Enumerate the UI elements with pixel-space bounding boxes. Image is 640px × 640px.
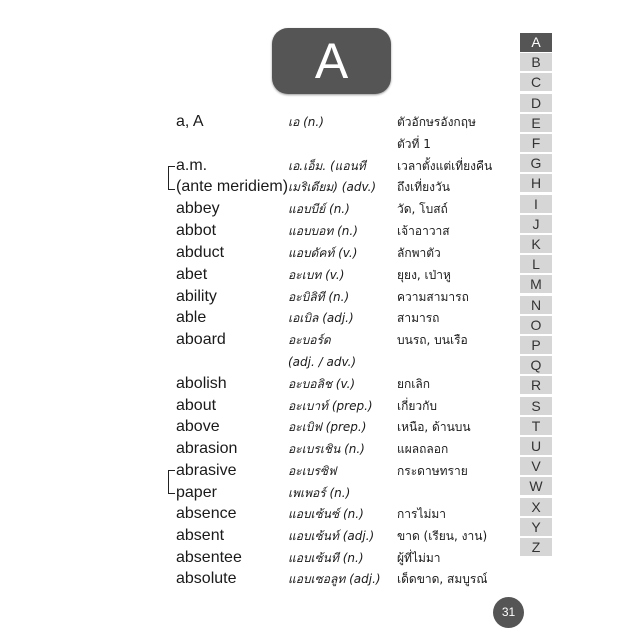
tab-letter-e[interactable]: E xyxy=(520,114,552,133)
entry-pronunciation: แอบเซ้นท์ (adj.) xyxy=(288,529,375,543)
entry-pronunciation: แอบบอท (n.) xyxy=(288,224,358,238)
tab-letter-p[interactable]: P xyxy=(520,336,552,355)
entry-word: absent xyxy=(176,527,225,544)
entry-meaning: เวลาตั้งแต่เที่ยงคืน xyxy=(397,159,493,173)
tab-letter-x[interactable]: X xyxy=(520,498,552,517)
entry-meaning: ผู้ที่ไม่มา xyxy=(397,551,441,565)
entry-word: abrasion xyxy=(176,440,238,457)
entry-row xyxy=(0,547,520,569)
entry-row xyxy=(0,220,520,242)
tab-letter-l[interactable]: L xyxy=(520,255,552,274)
entry-meaning: ตัวอักษรอังกฤษ xyxy=(397,115,476,129)
tab-letter-u[interactable]: U xyxy=(520,437,552,456)
entry-word: above xyxy=(176,418,220,435)
entry-row xyxy=(0,460,520,482)
entry-word: abbey xyxy=(176,200,220,217)
tab-letter-m[interactable]: M xyxy=(520,275,552,294)
entry-pronunciation: แอบดัคท์ (v.) xyxy=(288,246,358,260)
tab-letter-r[interactable]: R xyxy=(520,376,552,395)
entry-row xyxy=(0,438,520,460)
page-number: 31 xyxy=(493,597,524,628)
entry-meaning: แผลถลอก xyxy=(397,442,449,456)
tab-letter-a[interactable]: A xyxy=(520,33,552,52)
entry-pronunciation: อะเบรซิฟ xyxy=(288,464,337,478)
entry-word: paper xyxy=(176,484,217,501)
entry-row xyxy=(0,503,520,525)
entry-meaning: ยกเลิก xyxy=(397,377,431,391)
entry-pronunciation: อะเบิฟ (prep.) xyxy=(288,420,367,434)
entry-row xyxy=(0,242,520,264)
entry-group-bracket xyxy=(168,470,175,494)
entry-pronunciation: เอ.เอ็ม. (แอนที xyxy=(288,159,366,173)
entry-group-bracket xyxy=(168,166,175,190)
entry-row xyxy=(0,286,520,308)
entry-row xyxy=(0,307,520,329)
entry-word: absolute xyxy=(176,570,237,587)
entry-pronunciation: เพเพอร์ (n.) xyxy=(288,486,351,500)
entry-row xyxy=(0,133,520,155)
entry-row xyxy=(0,111,520,133)
entry-pronunciation: อะบิลิที (n.) xyxy=(288,290,350,304)
entry-pronunciation: แอบเซ้นที (n.) xyxy=(288,551,364,565)
entry-meaning: วัด, โบสถ์ xyxy=(397,202,448,216)
entry-word: abrasive xyxy=(176,462,237,479)
entry-word: able xyxy=(176,309,207,326)
entry-word: abduct xyxy=(176,244,225,261)
alphabet-index-tabs xyxy=(520,33,552,559)
tab-letter-s[interactable]: S xyxy=(520,397,552,416)
entry-word: a, A xyxy=(176,113,204,130)
entry-pronunciation: เอ (n.) xyxy=(288,115,324,129)
entry-meaning: เด็ดขาด, สมบูรณ์ xyxy=(397,572,488,586)
tab-letter-n[interactable]: N xyxy=(520,296,552,315)
tab-letter-z[interactable]: Z xyxy=(520,538,552,557)
entry-pronunciation: แอบเซ้นซ์ (n.) xyxy=(288,507,364,521)
entry-row xyxy=(0,351,520,373)
entry-row xyxy=(0,176,520,198)
tab-letter-t[interactable]: T xyxy=(520,417,552,436)
tab-letter-d[interactable]: D xyxy=(520,94,552,113)
entry-meaning: ถึงเที่ยงวัน xyxy=(397,180,450,194)
entry-meaning: ลักพาตัว xyxy=(397,246,441,260)
section-letter: A xyxy=(314,33,349,89)
tab-letter-h[interactable]: H xyxy=(520,174,552,193)
entry-pronunciation: เอเบิล (adj.) xyxy=(288,311,354,325)
tab-letter-v[interactable]: V xyxy=(520,457,552,476)
tab-letter-i[interactable]: I xyxy=(520,195,552,214)
entry-meaning: เกี่ยวกับ xyxy=(397,399,438,413)
tab-letter-j[interactable]: J xyxy=(520,215,552,234)
entry-meaning: กระดาษทราย xyxy=(397,464,468,478)
entry-pronunciation: อะเบท (v.) xyxy=(288,268,345,282)
entry-meaning: เหนือ, ด้านบน xyxy=(397,420,471,434)
entry-row xyxy=(0,373,520,395)
entry-word: aboard xyxy=(176,331,226,348)
entry-meaning: บนรถ, บนเรือ xyxy=(397,333,468,347)
entry-row xyxy=(0,198,520,220)
entry-pronunciation: เมริเดียม) (adv.) xyxy=(288,180,377,194)
tab-letter-w[interactable]: W xyxy=(520,477,552,496)
entry-meaning: การไม่มา xyxy=(397,507,447,521)
entry-pronunciation: อะเบรเชิน (n.) xyxy=(288,442,365,456)
entry-pronunciation: อะบอลิช (v.) xyxy=(288,377,356,391)
entry-word: a.m. xyxy=(176,157,208,174)
entry-row xyxy=(0,525,520,547)
entry-word: abet xyxy=(176,266,208,283)
entry-row xyxy=(0,329,520,351)
tab-letter-y[interactable]: Y xyxy=(520,518,552,537)
entry-meaning: สามารถ xyxy=(397,311,440,325)
entry-word: absence xyxy=(176,505,237,522)
entry-word: about xyxy=(176,397,217,414)
entry-row xyxy=(0,264,520,286)
entry-pronunciation: แอบบีย์ (n.) xyxy=(288,202,350,216)
entry-meaning: เจ้าอาวาส xyxy=(397,224,450,238)
entry-word: abolish xyxy=(176,375,227,392)
entry-row xyxy=(0,395,520,417)
tab-letter-o[interactable]: O xyxy=(520,316,552,335)
tab-letter-b[interactable]: B xyxy=(520,53,552,72)
entry-meaning: ยุยง, เป่าหู xyxy=(397,268,451,282)
entry-row xyxy=(0,155,520,177)
entry-pronunciation: แอบเซอลูท (adj.) xyxy=(288,572,381,586)
tab-letter-g[interactable]: G xyxy=(520,154,552,173)
tab-letter-f[interactable]: F xyxy=(520,134,552,153)
entry-row xyxy=(0,416,520,438)
entry-pronunciation: (adj. / adv.) xyxy=(288,355,357,369)
entry-word: absentee xyxy=(176,549,242,566)
entry-word: (ante meridiem) xyxy=(176,178,289,195)
entry-pronunciation: อะบอร์ด xyxy=(288,333,331,347)
tab-letter-k[interactable]: K xyxy=(520,235,552,254)
entry-pronunciation: อะเบาท์ (prep.) xyxy=(288,399,373,413)
entry-row xyxy=(0,568,520,590)
entry-word: abbot xyxy=(176,222,217,239)
tab-letter-q[interactable]: Q xyxy=(520,356,552,375)
tab-letter-c[interactable]: C xyxy=(520,73,552,92)
entry-word: ability xyxy=(176,288,217,305)
entry-meaning: ความสามารถ xyxy=(397,290,469,304)
entry-row xyxy=(0,482,520,504)
entry-meaning: ขาด (เรียน, งาน) xyxy=(397,529,488,543)
entry-meaning: ตัวที่ 1 xyxy=(397,137,431,151)
